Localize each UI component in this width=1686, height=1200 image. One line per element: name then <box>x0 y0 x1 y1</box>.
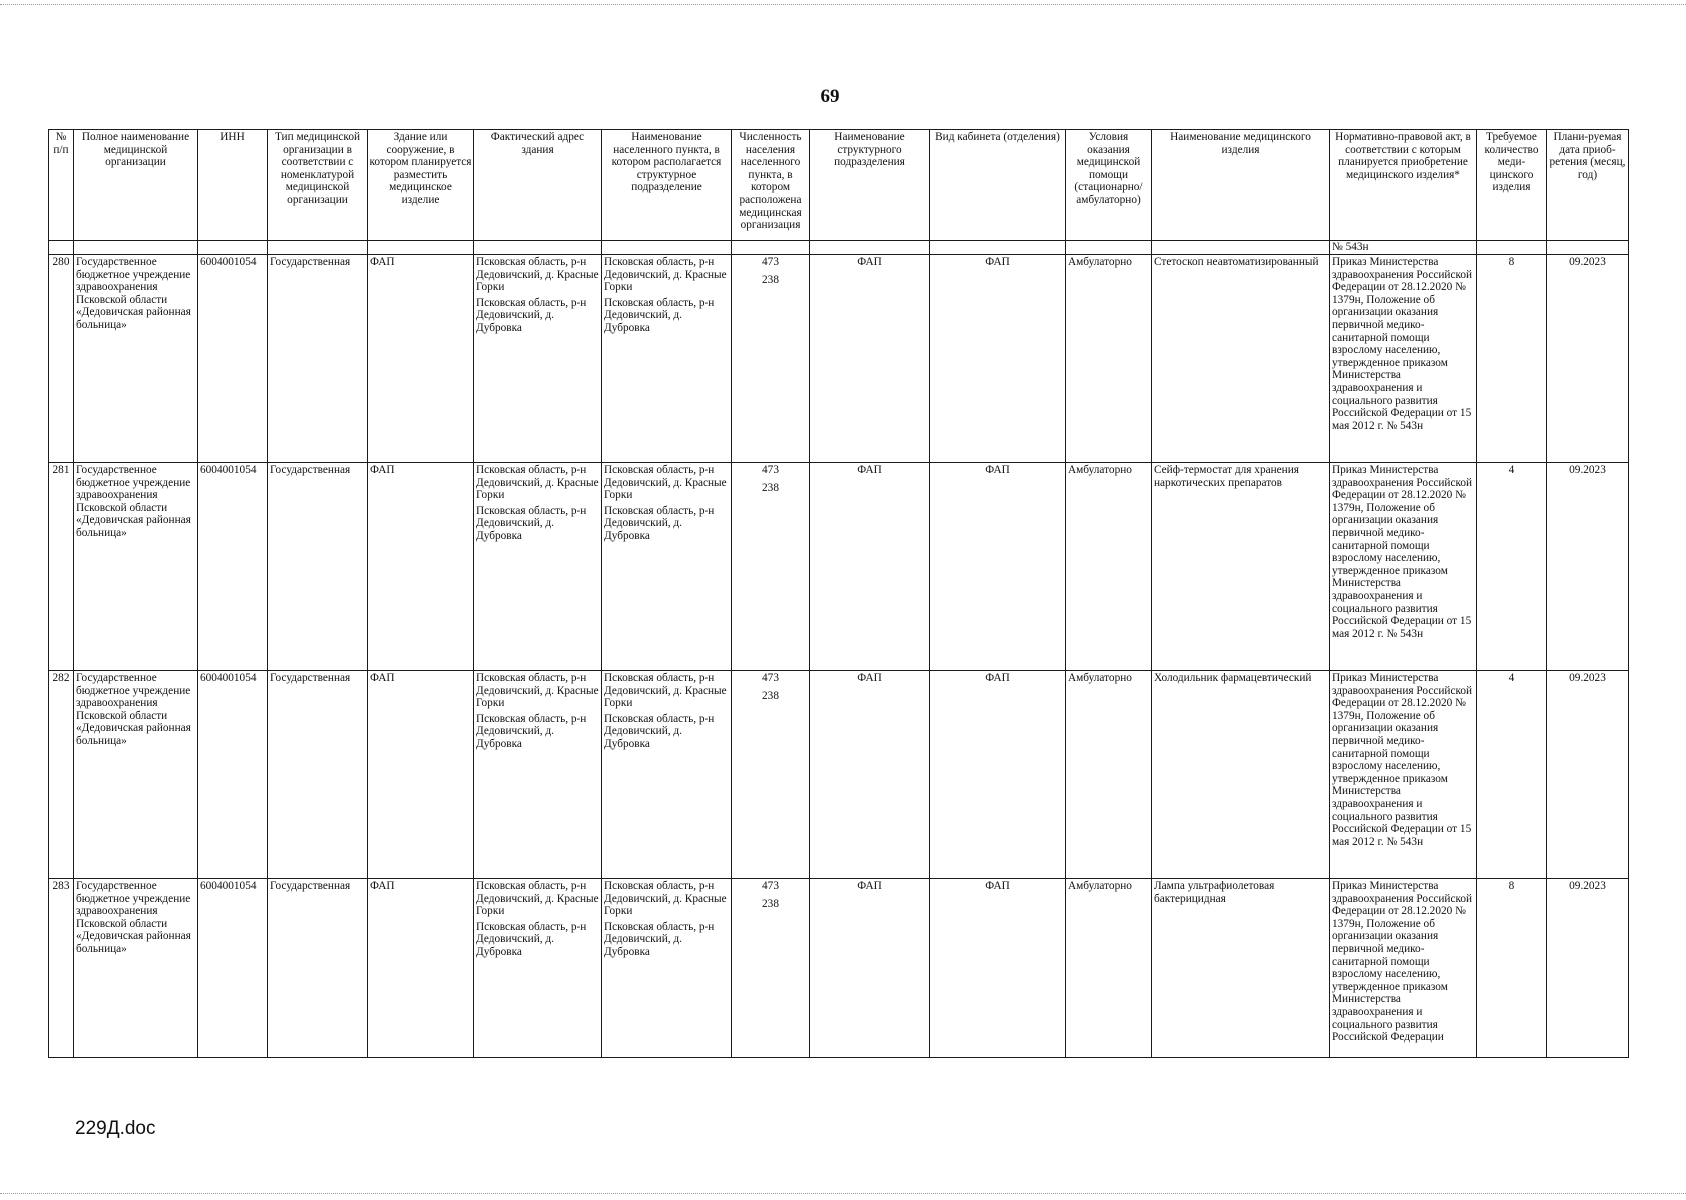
carryover-cell <box>268 241 368 255</box>
org-name: Государственное бюджетное учреждение здравоохранения Псковской области «Дедовичская районная больница» <box>74 463 198 671</box>
conditions-value: Амбулаторно <box>1066 255 1152 463</box>
population-value: 473 <box>762 672 779 684</box>
locality-cell <box>602 671 732 879</box>
carryover-cell <box>1066 241 1152 255</box>
subdivision-value: ФАП <box>810 463 930 671</box>
cabinet-value: ФАП <box>930 255 1066 463</box>
address-line: Псковская область, р-н Дедовичский, д. Красные Горки <box>476 880 599 918</box>
header-cell-date: Плани-руемая дата приоб-ретения (месяц, год) <box>1547 130 1629 241</box>
locality-cell <box>602 255 732 463</box>
header-cell-subdivision: Наименование структурного подразделения <box>810 130 930 241</box>
table-row <box>49 671 1629 879</box>
subdivision-value: ФАП <box>810 671 930 879</box>
purchase-date: 09.2023 <box>1547 463 1629 671</box>
org-type: Государственная <box>268 463 368 671</box>
row-number: 280 <box>49 255 74 463</box>
header-cell-type: Тип медицинской организации в соответствии с номенклатурой медицинской организации <box>268 130 368 241</box>
device-name: Лампа ультрафиолетовая бактерицидная <box>1152 879 1330 1058</box>
scan-edge-bottom <box>0 1193 1686 1196</box>
population-value: 473 <box>762 464 779 476</box>
population-value: 473 <box>762 256 779 268</box>
quantity-value: 4 <box>1477 463 1547 671</box>
carryover-cell <box>732 241 810 255</box>
header-cell-device: Наименование медицинского изделия <box>1152 130 1330 241</box>
locality-line: Псковская область, р-н Дедовичский, д. Красные Горки <box>604 672 727 710</box>
population-value: 238 <box>762 897 779 910</box>
header-cell-conditions: Условия оказания медицинской помощи (стационарно/ амбулаторно) <box>1066 130 1152 241</box>
address-line: Псковская область, р-н Дедовичский, д. Красные Горки <box>476 464 599 502</box>
subdivision-value: ФАП <box>810 879 930 1058</box>
inn-value: 6004001054 <box>198 255 268 463</box>
org-name: Государственное бюджетное учреждение здравоохранения Псковской области «Дедовичская районная больница» <box>74 879 198 1058</box>
cabinet-value: ФАП <box>930 879 1066 1058</box>
page-number: 69 <box>820 86 840 107</box>
carryover-row <box>49 241 1629 255</box>
population-cell <box>732 671 810 879</box>
org-name: Государственное бюджетное учреждение здравоохранения Псковской области «Дедовичская районная больница» <box>74 255 198 463</box>
building-value: ФАП <box>368 255 474 463</box>
population-cell <box>732 879 810 1058</box>
row-number: 283 <box>49 879 74 1058</box>
building-value: ФАП <box>368 671 474 879</box>
org-type: Государственная <box>268 255 368 463</box>
cabinet-value: ФАП <box>930 671 1066 879</box>
carryover-cell <box>602 241 732 255</box>
purchase-date: 09.2023 <box>1547 255 1629 463</box>
carryover-act-text: № 543н <box>1330 241 1477 255</box>
table-row <box>49 879 1629 1058</box>
locality-line: Псковская область, р-н Дедовичский, д. Дубровка <box>604 712 715 750</box>
subdivision-value: ФАП <box>810 255 930 463</box>
address-cell <box>474 671 602 879</box>
locality-line: Псковская область, р-н Дедовичский, д. Дубровка <box>604 920 715 958</box>
device-name: Холодильник фармацевтический <box>1152 671 1330 879</box>
address-cell <box>474 879 602 1058</box>
header-cell-address: Фактический адрес здания <box>474 130 602 241</box>
header-cell-qty: Требуемое количество меди-цинского изделия <box>1477 130 1547 241</box>
row-number: 281 <box>49 463 74 671</box>
device-name: Сейф-термостат для хранения наркотических препаратов <box>1152 463 1330 671</box>
conditions-value: Амбулаторно <box>1066 671 1152 879</box>
header-cell-population: Численность населения населенного пункта, в котором расположена медицинская организация <box>732 130 810 241</box>
quantity-value: 8 <box>1477 879 1547 1058</box>
table-row <box>49 255 1629 463</box>
address-cell <box>474 255 602 463</box>
population-cell <box>732 255 810 463</box>
org-name: Государственное бюджетное учреждение здравоохранения Псковской области «Дедовичская районная больница» <box>74 671 198 879</box>
header-cell-cabinet: Вид кабинета (отделения) <box>930 130 1066 241</box>
population-value: 473 <box>762 880 779 892</box>
carryover-cell <box>49 241 74 255</box>
header-cell-inn: ИНН <box>198 130 268 241</box>
purchase-date: 09.2023 <box>1547 671 1629 879</box>
locality-cell <box>602 463 732 671</box>
locality-line: Псковская область, р-н Дедовичский, д. Красные Горки <box>604 880 727 918</box>
building-value: ФАП <box>368 463 474 671</box>
address-line: Псковская область, р-н Дедовичский, д. Дубровка <box>476 712 587 750</box>
carryover-cell <box>474 241 602 255</box>
locality-line: Псковская область, р-н Дедовичский, д. Дубровка <box>604 504 715 542</box>
carryover-cell <box>1477 241 1547 255</box>
legal-act: Приказ Министерства здравоохранения Российской Федерации от 28.12.2020 № 1379н, Положение об организации оказания первичной медико-санитарной помощи взрослому населению, утвержденное приказом Министерства здравоохранения и социального развития Российской Федерации <box>1330 879 1477 1058</box>
purchase-date: 09.2023 <box>1547 879 1629 1058</box>
table-row <box>49 463 1629 671</box>
document-filename: 229Д.doc <box>75 1118 156 1139</box>
carryover-cell <box>368 241 474 255</box>
header-cell-act: Нормативно-правовой акт, в соответствии с которым планируется приобретение медицинского изделия* <box>1330 130 1477 241</box>
quantity-value: 4 <box>1477 671 1547 879</box>
address-line: Псковская область, р-н Дедовичский, д. Дубровка <box>476 920 587 958</box>
legal-act: Приказ Министерства здравоохранения Российской Федерации от 28.12.2020 № 1379н, Положение об организации оказания первичной медико-санитарной помощи взрослому населению, утвержденное приказом Министерства здравоохранения и социального развития Российской Федерации от 15 мая 2012 г. № 543н <box>1330 255 1477 463</box>
carryover-cell <box>930 241 1066 255</box>
address-line: Псковская область, р-н Дедовичский, д. Красные Горки <box>476 256 599 294</box>
equipment-table <box>48 129 1629 1058</box>
population-cell <box>732 463 810 671</box>
header-row <box>49 130 1629 241</box>
address-line: Псковская область, р-н Дедовичский, д. Красные Горки <box>476 672 599 710</box>
legal-act: Приказ Министерства здравоохранения Российской Федерации от 28.12.2020 № 1379н, Положение об организации оказания первичной медико-санитарной помощи взрослому населению, утвержденное приказом Министерства здравоохранения и социального развития Российской Федерации от 15 мая 2012 г. № 543н <box>1330 671 1477 879</box>
scan-edge-top <box>0 4 1686 7</box>
row-number: 282 <box>49 671 74 879</box>
carryover-cell <box>74 241 198 255</box>
org-type: Государственная <box>268 879 368 1058</box>
header-cell-org: Полное наименование медицинской организации <box>74 130 198 241</box>
population-value: 238 <box>762 689 779 702</box>
locality-cell <box>602 879 732 1058</box>
population-value: 238 <box>762 481 779 494</box>
header-cell-locality: Наименование населенного пункта, в котором располагается структурное подразделение <box>602 130 732 241</box>
carryover-cell <box>1547 241 1629 255</box>
header-cell-building: Здание или сооружение, в котором планируется разместить медицинское изделие <box>368 130 474 241</box>
locality-line: Псковская область, р-н Дедовичский, д. Красные Горки <box>604 256 727 294</box>
carryover-cell <box>1152 241 1330 255</box>
population-value: 238 <box>762 273 779 286</box>
carryover-cell <box>810 241 930 255</box>
device-name: Стетоскоп неавтоматизированный <box>1152 255 1330 463</box>
org-type: Государственная <box>268 671 368 879</box>
building-value: ФАП <box>368 879 474 1058</box>
header-cell-number: № п/п <box>49 130 74 241</box>
locality-line: Псковская область, р-н Дедовичский, д. Красные Горки <box>604 464 727 502</box>
inn-value: 6004001054 <box>198 463 268 671</box>
address-line: Псковская область, р-н Дедовичский, д. Дубровка <box>476 504 587 542</box>
inn-value: 6004001054 <box>198 671 268 879</box>
legal-act: Приказ Министерства здравоохранения Российской Федерации от 28.12.2020 № 1379н, Положение об организации оказания первичной медико-санитарной помощи взрослому населению, утвержденное приказом Министерства здравоохранения и социального развития Российской Федерации от 15 мая 2012 г. № 543н <box>1330 463 1477 671</box>
cabinet-value: ФАП <box>930 463 1066 671</box>
inn-value: 6004001054 <box>198 879 268 1058</box>
conditions-value: Амбулаторно <box>1066 463 1152 671</box>
carryover-cell <box>198 241 268 255</box>
conditions-value: Амбулаторно <box>1066 879 1152 1058</box>
address-cell <box>474 463 602 671</box>
address-line: Псковская область, р-н Дедовичский, д. Дубровка <box>476 296 587 334</box>
quantity-value: 8 <box>1477 255 1547 463</box>
locality-line: Псковская область, р-н Дедовичский, д. Дубровка <box>604 296 715 334</box>
